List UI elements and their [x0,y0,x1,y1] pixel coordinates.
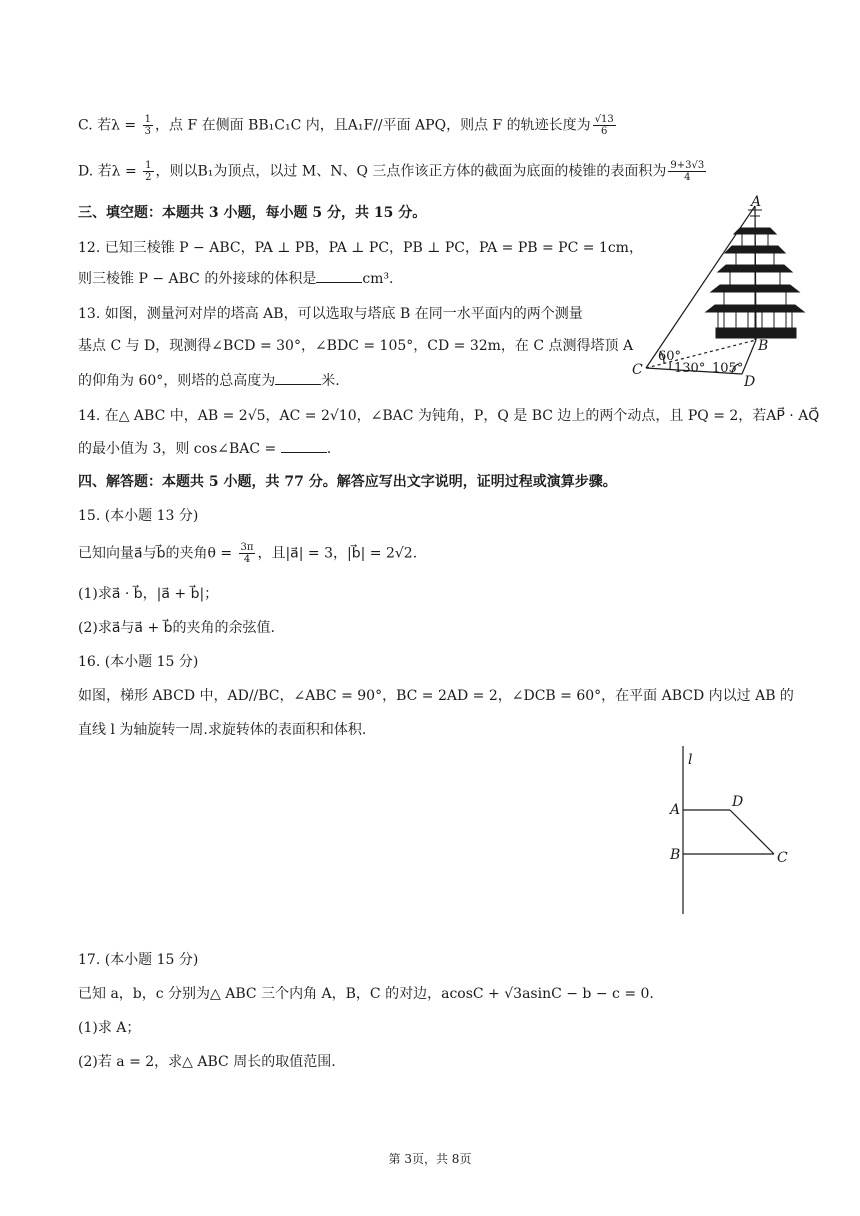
label-b: B [670,847,681,863]
option-c-text: ，点 F 在侧面 BB₁C₁C 内，且A₁F//平面 APQ，则点 F 的轨迹长度为 [155,117,591,134]
option-c [78,114,618,137]
segment-dc [730,810,774,854]
option-c-answer-fraction [593,114,616,137]
q15-stem-a: 已知向量a⃗与b⃗的夹角θ = [78,545,237,562]
q16-title: 16. (本小题 15 分) [78,654,199,670]
q13-line1: 13. 如图，测量河对岸的塔高 AB，可以选取与塔底 B 在同一水平面内的两个测量 [78,306,583,322]
q15-stem-b: ，且|a⃗| = 3，|b⃗| = 2√2. [257,545,418,562]
option-d-prefix: D. 若λ = [78,163,142,180]
q13-line2: 基点 C 与 D，现测得∠BCD = 30°，∠BDC = 105°，CD = 32m，在 C 点测得塔顶 A [78,338,634,354]
tower-label-c: C [632,362,643,378]
q12-line2-text: 则三棱锥 P − ABC 的外接球的体积是 [78,271,317,287]
q15-part1: (1)求a⃗ · b⃗，|a⃗ + b⃗|； [78,586,219,602]
label-a: A [670,802,681,818]
frac-num: √13 [594,114,614,125]
q14-end: . [326,441,332,457]
q17-title: 17. (本小题 15 分) [78,952,199,968]
section-3-heading: 三、填空题：本题共 3 小题，每小题 5 分，共 15 分。 [78,205,427,221]
theta-fraction [239,542,256,565]
q17-part2: (2)若 a = 2，求△ ABC 周长的取值范围. [78,1054,336,1070]
frac-den: 3 [144,126,151,137]
frac-num: 9+3√3 [670,160,705,171]
option-c-prefix: C. 若λ = [78,117,141,134]
answer-blank [281,438,327,453]
q16-line2: 直线 l 为轴旋转一周.求旋转体的表面积和体积. [78,722,367,738]
frac-den: 2 [145,172,152,183]
frac-den: 4 [243,554,251,565]
q13-unit: 米. [321,373,340,389]
frac-den: 4 [684,172,691,183]
tower-label-b: B [758,338,769,354]
option-d-text: ，则以B₁为顶点，以过 M、N、Q 三点作该正方体的截面为底面的棱锥的表面积为 [155,163,667,180]
trapezoid-figure [660,742,800,918]
answer-blank [275,370,321,385]
section-4-heading: 四、解答题：本题共 5 小题，共 77 分。解答应写出文字说明，证明过程或演算步骤。 [78,474,617,490]
q17-stem: 已知 a，b，c 分别为△ ABC 三个内角 A，B，C 的对边，acosC + √3asinC − b − c = 0. [78,986,654,1002]
tower-label-a: A [751,194,762,210]
angle-130: 130° [674,361,706,376]
frac-den: 6 [601,126,608,137]
q14-line2 [78,438,331,459]
option-c-lambda-fraction [143,114,153,137]
q14-line2-text: 的最小值为 3，则 cos∠BAC = [78,441,281,457]
option-d-lambda-fraction [143,160,153,183]
q14-line1: 14. 在△ ABC 中，AB = 2√5，AC = 2√10，∠BAC 为钝角，P，Q 是 BC 边上的两个动点，且 PQ = 2，若AP⃗ · AQ⃗ [78,408,820,424]
q16-line1: 如图，梯形 ABCD 中，AD//BC，∠ABC = 90°，BC = 2AD = 2，∠DCB = 60°，在平面 ABCD 内以过 AB 的 [78,688,794,704]
q15-title: 15. (本小题 13 分) [78,508,199,524]
option-d-answer-fraction [668,160,706,183]
frac-num: 1 [145,160,152,171]
label-d: D [732,794,744,810]
answer-blank [316,268,362,283]
q12-unit: cm³. [362,271,394,287]
q17-part1: (1)求 A； [78,1020,141,1036]
frac-num: 1 [144,114,151,125]
page-footer: 第 3页，共 8页 [388,1152,472,1166]
label-c: C [777,850,788,866]
q13-line3-text: 的仰角为 60°，则塔的总高度为 [78,373,276,389]
q15-stem [78,542,417,565]
tower-figure [620,192,810,392]
frac-num: 3π [240,542,254,553]
q15-part2: (2)求a⃗与a⃗ + b⃗的夹角的余弦值. [78,620,275,636]
angle-60: 60° [658,349,682,364]
option-d [78,160,708,183]
q12-line2 [78,268,394,289]
label-l: l [688,752,693,768]
q12-line1: 12. 已知三棱锥 P − ABC，PA ⊥ PB，PA ⊥ PC，PB ⊥ PC，PA = PB = PC = 1cm， [78,240,643,256]
angle-105: 105° [712,361,744,376]
q13-line3 [78,370,340,391]
tower-label-d: D [744,374,756,390]
